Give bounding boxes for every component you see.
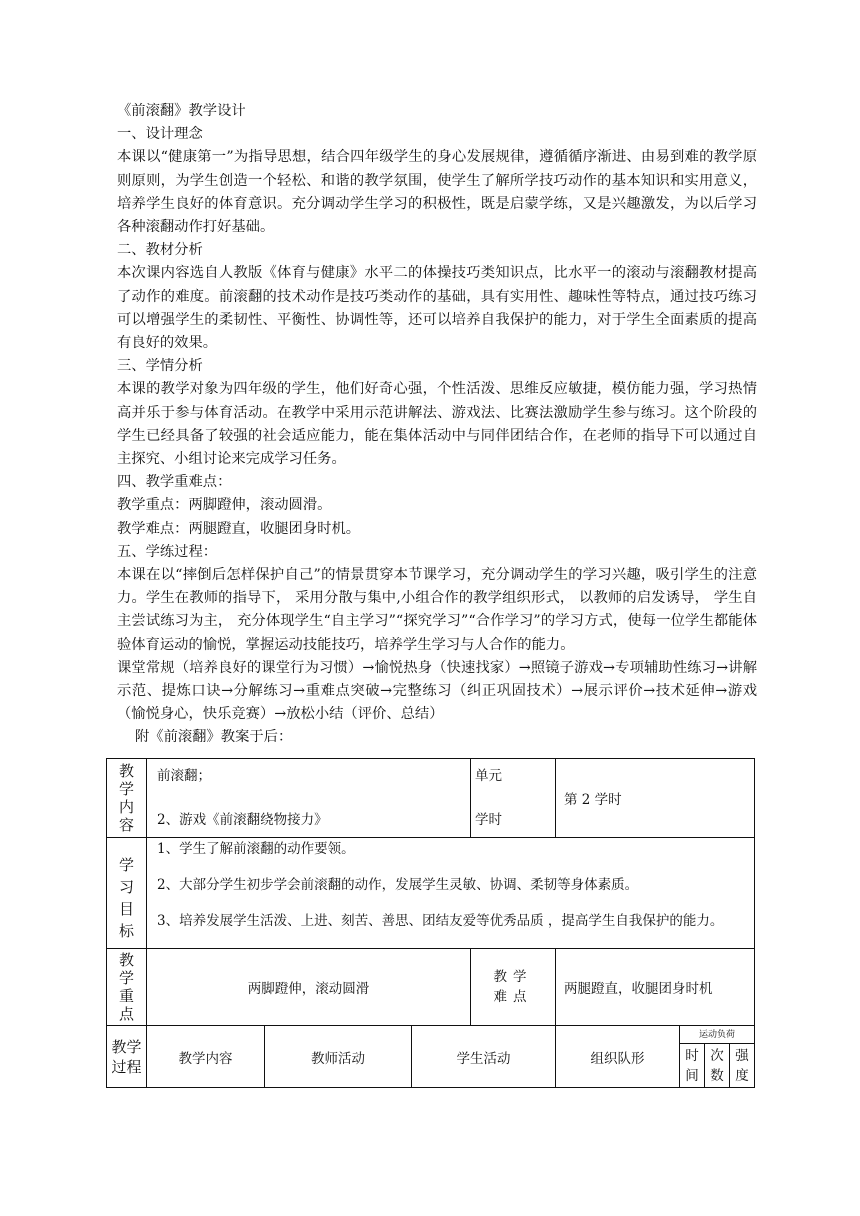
col-teacher-cell [265,1026,412,1088]
process-flow: 课堂常规（培养良好的课堂行为习惯）→愉悦热身（快速找家）→照镜子游戏→专项辅助性练习→讲解示范、提炼口诀→分解练习→重难点突破→完整练习（纠正巩固技术）→展示评价→技术延伸→游戏（愉悦身心，快乐竞赛）→放松小结（评价、总结） [117,659,757,723]
label-char: 标 [118,922,134,940]
label-char: 学 [118,856,134,874]
section-body-3: 本课的教学对象为四年级的学生，他们好奇心强，个性活泼、思维反应敏捷，模仿能力强，学习热情高并乐于参与体育活动。在教学中采用示范讲解法、游戏法、比赛法激励学生参与练习。这个阶段的学生已经具备了较强的社会适应能力，能在集体活动中与同伴团结合作，在老师的指导下可以通过自主探究、小组讨论来完成学习任务。 [117,381,757,468]
label-char: 教 [118,762,134,780]
label-char: 重 [118,987,134,1005]
difficult-point: 教学难点：两腿蹬直，收腿团身时机。 [117,520,361,537]
label-char: 学 [118,780,134,798]
objectives-cell [147,838,755,949]
time-char: 时 [685,1047,699,1064]
content-label-cell [107,759,147,838]
col-formation-cell [556,1026,680,1088]
content-line-1: 前滚翻； [157,768,211,784]
unit-label: 单元 [475,768,503,784]
label-char: 容 [118,816,134,834]
difficulty-value: 两腿蹬直，收腿团身时机 [564,981,713,997]
label-char: 习 [118,878,134,896]
section-body-1: 本课以“健康第一”为指导思想，结合四年级学生的身心发展规律，遵循循序渐进、由易到难的教学原则原则，为学生创造一个轻松、和谐的教学氛围，使学生了解所学技巧动作的基本知识和实用意义，培养学生良好的体育意识。充分调动学生学习的积极性，既是启蒙学练，又是兴趣激发，为以后学习各种滚翻动作打好基础。 [117,149,757,236]
objective-3: 3、培养发展学生活泼、上进、刻苦、善思、团结友爱等优秀品质 ，提高学生自我保护的能力。 [157,913,724,929]
section-heading-5: 五、学练过程： [117,543,218,560]
process-label-line-1: 教学 [111,1037,142,1056]
column-header-load: 运动负荷 [699,1030,736,1040]
difficulty-label-line-1: 教学 [493,969,533,985]
col-count-cell [705,1044,730,1088]
lesson-text [117,100,757,750]
difficulty-label-line-2: 难点 [493,989,533,1005]
focus-label-cell [107,949,147,1026]
count-char: 数 [710,1067,724,1084]
objectives-label-cell [107,838,147,949]
difficulty-value-cell [556,949,755,1026]
col-time-cell [680,1044,705,1088]
key-point: 教学重点：两脚蹬伸，滚动圆滑。 [117,497,332,514]
label-char: 目 [118,900,134,918]
col-content-cell [147,1026,265,1088]
column-header-teacher: 教师活动 [311,1050,365,1067]
column-header-student: 学生活动 [456,1050,511,1067]
difficulty-label-cell [471,949,556,1026]
lesson-plan-table [106,758,755,1088]
section-heading-2: 二、教材分析 [117,242,203,259]
section-heading-3: 三、学情分析 [117,358,203,375]
column-header-formation: 组织队形 [590,1050,645,1067]
col-intensity-cell [730,1044,755,1088]
count-char: 次 [710,1047,724,1064]
column-header-content: 教学内容 [178,1050,233,1067]
section-heading-1: 一、设计理念 [117,126,203,143]
section-body-2: 本次课内容选自人教版《体育与健康》水平二的体操技巧类知识点，比水平一的滚动与滚翻教材提高了动作的难度。前滚翻的技术动作是技巧类动作的基础，具有实用性、趣味性等特点，通过技巧练习可以增强学生的柔韧性、平衡性、协调性等，还可以培养自我保护的能力，对于学生全面素质的提高有良好的效果。 [117,265,757,352]
period-value-cell [556,759,755,838]
section-body-5: 本课在以“摔倒后怎样保护自己”的情景贯穿本节课学习，充分调动学生的学习兴趣，吸引学生的注意力。学生在教师的指导下， 采用分散与集中,小组合作的教学组织形式， 以教师的启发诱导， 学生自主尝试练习为主， 充分体现学生“自主学习”“探究学习”“合作学习”的学习方式，使每一位学生都能体验体育运动的愉悦，掌握运动技能技巧，培养学生学习与人合作的能力。 [117,567,757,653]
content-line-2: 2、游戏《前滚翻绕物接力》 [157,812,328,828]
intensity-char: 度 [735,1067,749,1084]
appendix-note: 附《前滚翻》教案于后： [135,729,293,746]
objective-2: 2、大部分学生初步学会前滚翻的动作，发展学生灵敏、协调、柔韧等身体素质。 [157,877,639,893]
process-label-cell [107,1026,147,1088]
unit-cell [471,759,556,838]
label-char: 教 [118,951,134,969]
objective-1: 1、学生了解前滚翻的动作要领。 [157,841,355,857]
period-label: 学时 [475,812,503,828]
document-title: 《前滚翻》教学设计 [117,103,246,119]
process-label-line-2: 过程 [111,1057,142,1076]
load-header-cell [680,1026,755,1044]
period-value: 第 2 学时 [564,792,622,808]
time-char: 间 [685,1067,699,1084]
label-char: 点 [118,1005,134,1023]
label-char: 内 [118,798,134,816]
focus-value: 两脚蹬伸，滚动圆滑 [247,981,370,997]
intensity-char: 强 [735,1047,749,1064]
content-cell [147,759,471,838]
focus-value-cell [147,949,471,1026]
col-student-cell [412,1026,556,1088]
section-heading-4: 四、教学重难点： [117,474,232,491]
label-char: 学 [118,969,134,987]
